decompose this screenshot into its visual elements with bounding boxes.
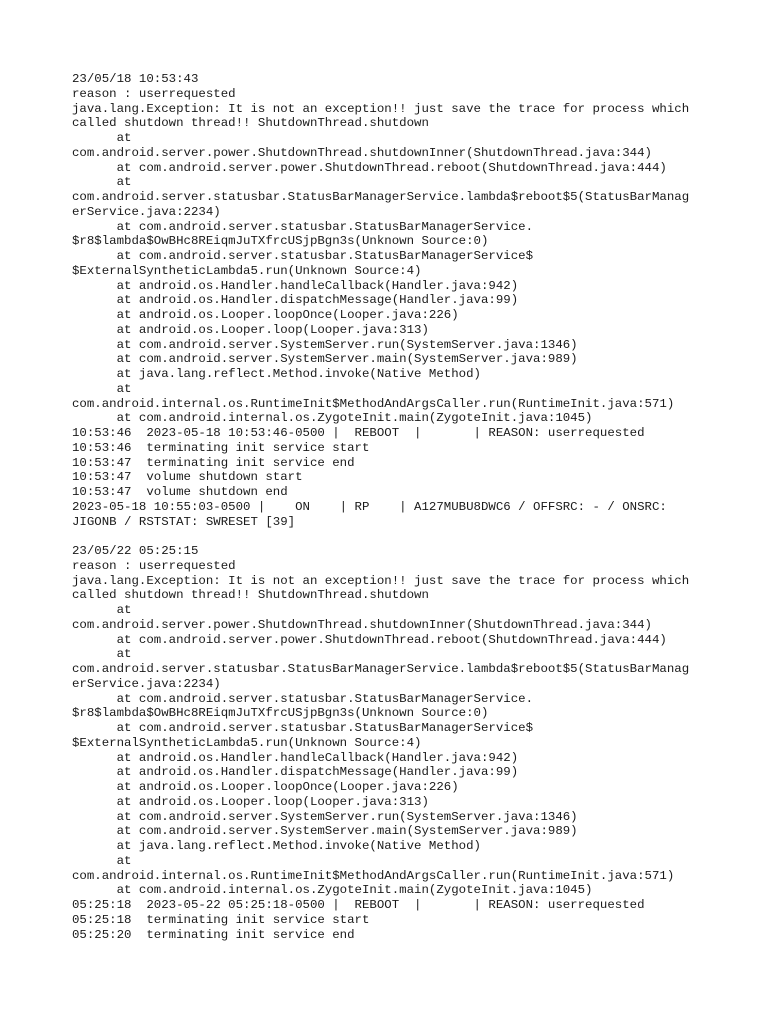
log-line: at com.android.server.statusbar.StatusBarManagerService$ [72, 249, 534, 263]
log-line: at com.android.internal.os.ZygoteInit.main(ZygoteInit.java:1045) [72, 411, 593, 426]
log-line: erService.java:2234) [72, 676, 221, 691]
log-line: at [72, 131, 132, 145]
log-line: com.android.server.statusbar.StatusBarManagerService.lambda$reboot$5(StatusBarManag [72, 190, 690, 204]
log-line: at com.android.server.statusbar.StatusBarManagerService. [72, 691, 534, 706]
document-page [72, 72, 712, 942]
log-line: at com.android.server.statusbar.StatusBarManagerService. [72, 219, 534, 234]
log-line: at com.android.server.SystemServer.main(SystemServer.java:989) [72, 824, 578, 839]
log-line: at android.os.Handler.dispatchMessage(Handler.java:99) [72, 765, 519, 780]
log-line: 05:25:18 terminating init service start [72, 912, 370, 927]
log-line: 23/05/22 05:25:15 [72, 544, 199, 558]
log-line: 05:25:20 terminating init service end [72, 927, 355, 942]
log-line: 2023-05-18 10:55:03-0500 | ON | RP | A127MUBU8DWC6 / OFFSRC: - / ONSRC: [72, 499, 667, 514]
log-line: 05:25:18 2023-05-22 05:25:18-0500 | REBOOT | | REASON: userrequested [72, 898, 645, 912]
log-line: at android.os.Looper.loopOnce(Looper.java:226) [72, 308, 459, 322]
log-line: 10:53:46 2023-05-18 10:53:46-0500 | REBOOT | | REASON: userrequested [72, 426, 645, 440]
log-line: $r8$lambda$OwBHc8REiqmJuTXfrcUSjpBgn3s(Unknown Source:0) [72, 706, 489, 721]
log-line: com.android.server.power.ShutdownThread.shutdownInner(ShutdownThread.java:344) [72, 145, 652, 160]
log-line: reason : userrequested [72, 86, 236, 101]
log-line: at android.os.Handler.handleCallback(Handler.java:942) [72, 278, 519, 293]
log-line: 10:53:47 volume shutdown end [72, 485, 288, 499]
log-line: at com.android.server.power.ShutdownThread.reboot(ShutdownThread.java:444) [72, 632, 667, 647]
log-line: at com.android.server.SystemServer.run(SystemServer.java:1346) [72, 809, 578, 824]
log-line: com.android.internal.os.RuntimeInit$MethodAndArgsCaller.run(RuntimeInit.java:571) [72, 396, 675, 411]
log-line: at android.os.Looper.loop(Looper.java:313) [72, 322, 429, 337]
log-line: java.lang.Exception: It is not an exception!! just save the trace for process which [72, 101, 690, 116]
log-line: at [72, 853, 132, 868]
entry-spacer [72, 529, 712, 544]
log-line: reason : userrequested [72, 558, 236, 573]
log-line: at android.os.Looper.loop(Looper.java:313) [72, 794, 429, 809]
log-line: at android.os.Looper.loopOnce(Looper.java:226) [72, 780, 459, 794]
log-line: at java.lang.reflect.Method.invoke(Native Method) [72, 839, 481, 853]
log-line: com.android.server.power.ShutdownThread.shutdownInner(ShutdownThread.java:344) [72, 617, 652, 632]
log-line: at com.android.internal.os.ZygoteInit.main(ZygoteInit.java:1045) [72, 883, 593, 898]
log-line: at com.android.server.SystemServer.main(SystemServer.java:989) [72, 352, 578, 367]
log-line: 10:53:47 volume shutdown start [72, 470, 303, 485]
log-line: 10:53:46 terminating init service start [72, 440, 370, 455]
log-line: $ExternalSyntheticLambda5.run(Unknown Source:4) [72, 263, 422, 278]
log-line: $ExternalSyntheticLambda5.run(Unknown Source:4) [72, 735, 422, 750]
log-line: at com.android.server.SystemServer.run(SystemServer.java:1346) [72, 337, 578, 352]
log-line: at android.os.Handler.dispatchMessage(Handler.java:99) [72, 293, 519, 308]
log-line: called shutdown thread!! ShutdownThread.shutdown [72, 588, 429, 603]
log-line: 10:53:47 terminating init service end [72, 455, 355, 470]
log-line: $r8$lambda$OwBHc8REiqmJuTXfrcUSjpBgn3s(Unknown Source:0) [72, 234, 489, 249]
log-line: erService.java:2234) [72, 204, 221, 219]
log-entry-2 [72, 544, 712, 942]
log-line: com.android.server.statusbar.StatusBarManagerService.lambda$reboot$5(StatusBarManag [72, 662, 690, 676]
log-line: com.android.internal.os.RuntimeInit$MethodAndArgsCaller.run(RuntimeInit.java:571) [72, 868, 675, 883]
log-line: at android.os.Handler.handleCallback(Handler.java:942) [72, 750, 519, 765]
log-line: at [72, 647, 132, 662]
log-line: JIGONB / RSTSTAT: SWRESET [39] [72, 514, 296, 529]
log-line: 23/05/18 10:53:43 [72, 72, 199, 86]
log-line: at [72, 381, 132, 396]
log-line: at [72, 175, 132, 190]
log-entry-1 [72, 72, 712, 529]
log-line: at com.android.server.statusbar.StatusBarManagerService$ [72, 721, 534, 735]
log-line: at java.lang.reflect.Method.invoke(Native Method) [72, 367, 481, 381]
log-line: java.lang.Exception: It is not an exception!! just save the trace for process which [72, 573, 690, 588]
log-line: at [72, 603, 132, 617]
log-line: at com.android.server.power.ShutdownThread.reboot(ShutdownThread.java:444) [72, 160, 667, 175]
log-line: called shutdown thread!! ShutdownThread.shutdown [72, 116, 429, 131]
